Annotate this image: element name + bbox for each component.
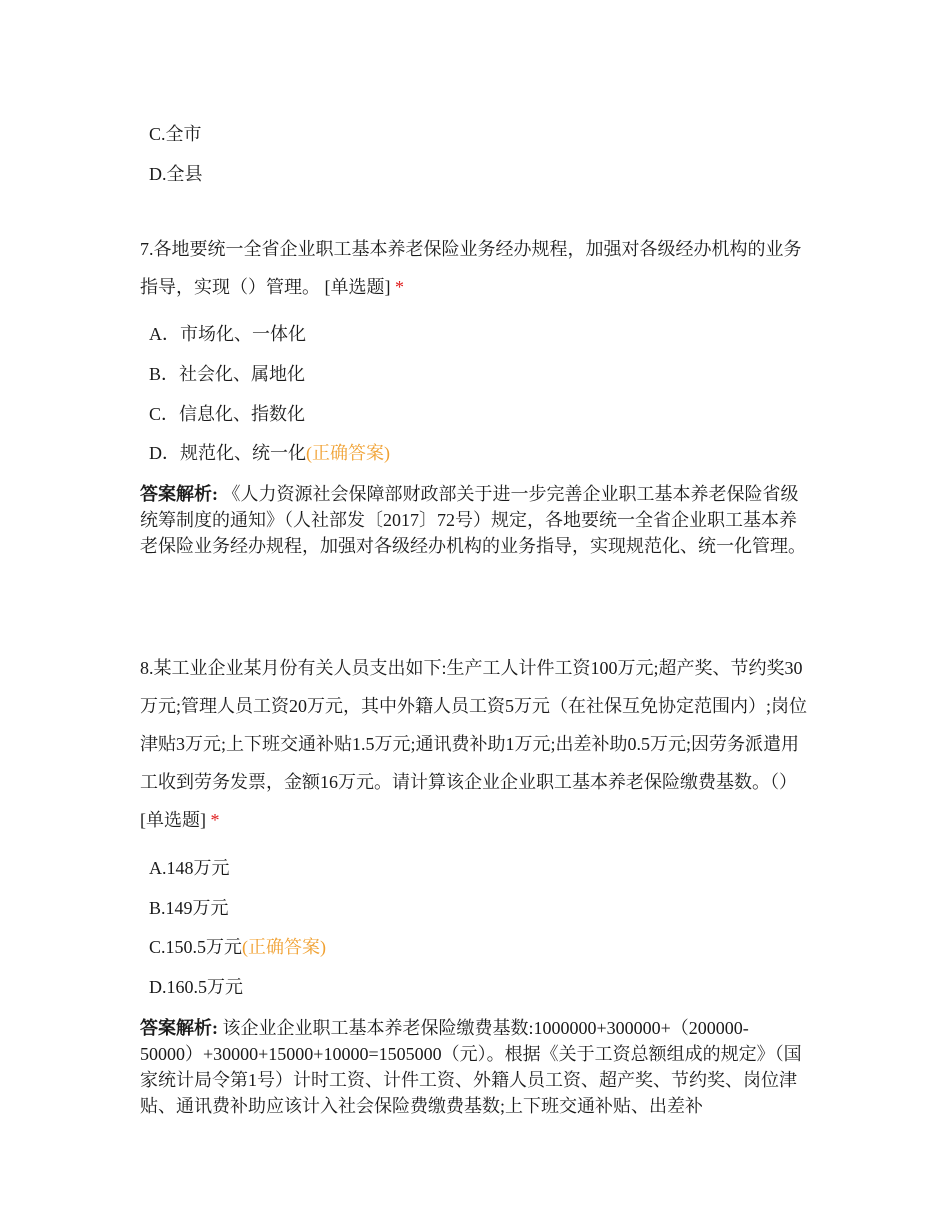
q7-option-b[interactable] <box>140 363 812 385</box>
correct-answer-tag: (正确答案) <box>306 443 390 463</box>
option-text: A．市场化、一体化 <box>149 324 306 344</box>
option-text: A.148万元 <box>149 858 230 878</box>
analysis-label: 答案解析: <box>140 484 218 504</box>
q6-option-d[interactable] <box>140 163 812 185</box>
analysis-text: 《人力资源社会保障部财政部关于进一步完善企业职工基本养老保险省级统筹制度的通知》（人社部发〔2017〕72号）规定，各地要统一全省企业职工基本养老保险业务经办规程，加强对各级经办机构的业务指导，实现规范化、统一化管理。 <box>140 484 806 556</box>
q8-option-c[interactable] <box>140 936 812 958</box>
q6-option-c[interactable] <box>140 123 812 145</box>
q7-question <box>140 230 812 306</box>
q8-question <box>140 649 812 839</box>
option-text: D.全县 <box>149 164 203 184</box>
q7-analysis <box>140 481 812 559</box>
q8-option-a[interactable] <box>140 857 812 879</box>
q8-option-b[interactable] <box>140 897 812 919</box>
q7-option-c[interactable] <box>140 403 812 425</box>
option-text: C.150.5万元 <box>149 937 243 957</box>
q7-option-a[interactable] <box>140 323 812 345</box>
option-text: D.160.5万元 <box>149 977 243 997</box>
q8-analysis <box>140 1015 812 1119</box>
required-mark: * <box>395 277 404 297</box>
option-text: B．社会化、属地化 <box>149 364 306 384</box>
option-text: C.全市 <box>149 124 202 144</box>
required-mark: * <box>210 810 220 830</box>
option-text: B.149万元 <box>149 898 229 918</box>
q7-option-d[interactable] <box>140 442 812 464</box>
question-type-label: [单选题] <box>140 810 206 830</box>
question-type-label: [单选题] <box>324 277 391 297</box>
question-text: 7.各地要统一全省企业职工基本养老保险业务经办规程，加强对各级经办机构的业务指导，实现（）管理。 <box>140 239 802 297</box>
question-text: 8.某工业企业某月份有关人员支出如下:生产工人计件工资100万元;超产奖、节约奖30万元;管理人员工资20万元，其中外籍人员工资5万元（在社保互免协定范围内）;岗位津贴3万元;上下班交通补贴1.5万元;通讯费补助1万元;出差补助0.5万元;因劳务派遣用工收到劳务发票，金额16万元。请计算该企业企业职工基本养老保险缴费基数。（） <box>140 658 807 792</box>
correct-answer-tag: (正确答案) <box>242 937 327 957</box>
option-text: D．规范化、统一化 <box>149 443 306 463</box>
option-text: C．信息化、指数化 <box>149 404 306 424</box>
analysis-label: 答案解析: <box>140 1018 218 1038</box>
analysis-text: 该企业企业职工基本养老保险缴费基数:1000000+300000+（200000-50000）+30000+15000+10000=1505000（元）。根据《关于工资总额组成的规定》（国家统计局令第1号）计时工资、计件工资、外籍人员工资、超产奖、节约奖、岗位津贴、通讯费补助应该计入社会保险费缴费基数;上下班交通补贴、出差补 <box>140 1018 802 1116</box>
q8-option-d[interactable] <box>140 976 812 998</box>
